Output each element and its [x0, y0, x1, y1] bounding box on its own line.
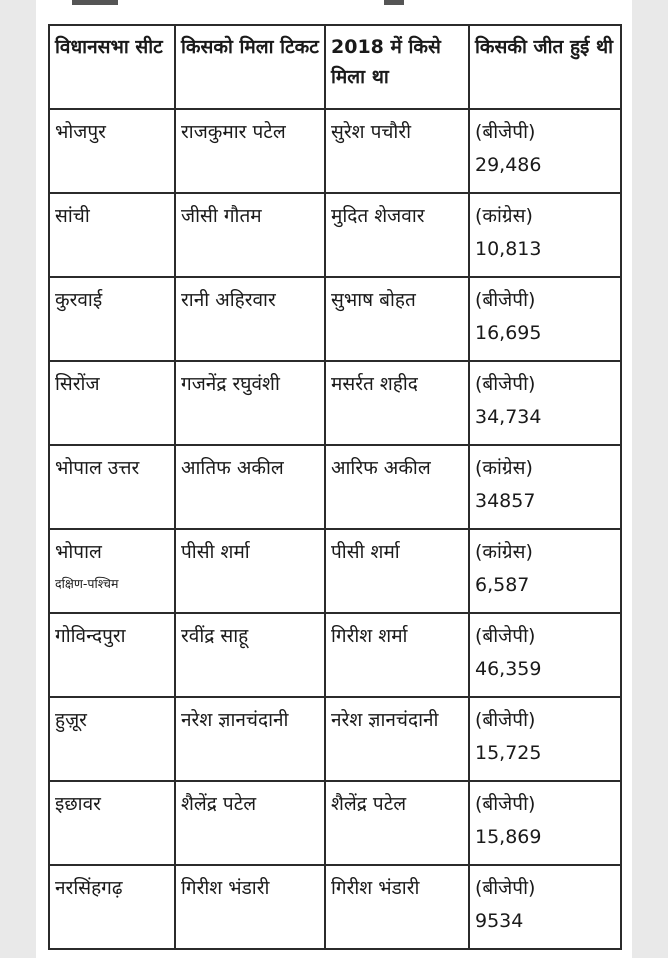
- table-row: [49, 193, 621, 277]
- cell-seat: [49, 445, 175, 529]
- candidate-2018-name: सुरेश पचौरी: [331, 121, 412, 143]
- cell-winner: [469, 613, 621, 697]
- cell-seat: [49, 361, 175, 445]
- candidate-name: जीसी गौतम: [181, 205, 262, 227]
- win-margin: 34857: [475, 490, 536, 512]
- header-winner: किसकी जीत हुई थी: [469, 25, 621, 109]
- cell-seat: [49, 529, 175, 613]
- cell-ticket: [175, 613, 325, 697]
- cell-seat: [49, 697, 175, 781]
- table-row: [49, 697, 621, 781]
- cell-ticket: [175, 865, 325, 949]
- seat-name: नरसिंहगढ़: [55, 877, 123, 899]
- cell-ticket-2018: [325, 613, 469, 697]
- win-margin: 15,725: [475, 742, 542, 764]
- candidate-2018-name: आरिफ अकील: [331, 457, 431, 479]
- win-margin: 16,695: [475, 322, 542, 344]
- candidate-name: शैलेंद्र पटेल: [181, 793, 257, 815]
- winning-party: (बीजेपी): [475, 373, 536, 395]
- winning-party: (बीजेपी): [475, 709, 536, 731]
- cropped-heading-fragment: [384, 0, 404, 5]
- cell-winner: [469, 529, 621, 613]
- seat-name: भोपाल: [55, 541, 102, 563]
- win-margin: 6,587: [475, 574, 530, 596]
- win-margin: 34,734: [475, 406, 542, 428]
- cell-ticket: [175, 445, 325, 529]
- table-row: [49, 109, 621, 193]
- table-row: [49, 277, 621, 361]
- seat-name: सांची: [55, 205, 90, 227]
- table-header-row: [49, 25, 621, 109]
- table-row: [49, 361, 621, 445]
- cell-ticket-2018: [325, 361, 469, 445]
- cell-seat: [49, 781, 175, 865]
- winning-party: (बीजेपी): [475, 625, 536, 647]
- seat-name: भोजपुर: [55, 121, 106, 143]
- cell-seat: [49, 613, 175, 697]
- winning-party: (कांग्रेस): [475, 457, 533, 479]
- seat-name: इछावर: [55, 793, 101, 815]
- cell-ticket-2018: [325, 193, 469, 277]
- cell-seat: [49, 277, 175, 361]
- winning-party: (बीजेपी): [475, 289, 536, 311]
- cell-ticket-2018: [325, 529, 469, 613]
- winning-party: (बीजेपी): [475, 121, 536, 143]
- cell-winner: [469, 781, 621, 865]
- cell-winner: [469, 697, 621, 781]
- header-ticket-2018: 2018 में किसे मिला था: [325, 25, 469, 109]
- seat-name: हुज़ूर: [55, 709, 87, 731]
- candidate-name: नरेश ज्ञानचंदानी: [181, 709, 289, 731]
- cell-winner: [469, 193, 621, 277]
- table-body: [49, 109, 621, 949]
- cell-winner: [469, 865, 621, 949]
- cell-seat: [49, 109, 175, 193]
- cell-ticket: [175, 361, 325, 445]
- seat-name: भोपाल उत्तर: [55, 457, 140, 479]
- candidate-2018-name: सुभाष बोहत: [331, 289, 416, 311]
- candidate-2018-name: गिरीश भंडारी: [331, 877, 420, 899]
- cell-winner: [469, 445, 621, 529]
- candidate-name: पीसी शर्मा: [181, 541, 250, 563]
- cell-ticket: [175, 781, 325, 865]
- cell-ticket-2018: [325, 445, 469, 529]
- seat-subname: दक्षिण-पश्चिम: [55, 576, 119, 591]
- cropped-heading-fragment: [72, 0, 118, 5]
- cell-winner: [469, 361, 621, 445]
- table-row: [49, 613, 621, 697]
- winning-party: (बीजेपी): [475, 793, 536, 815]
- candidate-name: गिरीश भंडारी: [181, 877, 270, 899]
- cell-ticket: [175, 193, 325, 277]
- table-row: [49, 865, 621, 949]
- win-margin: 46,359: [475, 658, 542, 680]
- cell-seat: [49, 193, 175, 277]
- candidate-name: आतिफ अकील: [181, 457, 284, 479]
- win-margin: 10,813: [475, 238, 542, 260]
- cell-ticket-2018: [325, 865, 469, 949]
- seat-name: कुरवाई: [55, 289, 103, 311]
- table-row: [49, 445, 621, 529]
- win-margin: 29,486: [475, 154, 542, 176]
- cell-ticket: [175, 529, 325, 613]
- candidate-2018-name: शैलेंद्र पटेल: [331, 793, 407, 815]
- winning-party: (कांग्रेस): [475, 541, 533, 563]
- cell-winner: [469, 109, 621, 193]
- election-results-table: [48, 24, 622, 950]
- cell-ticket-2018: [325, 277, 469, 361]
- candidate-2018-name: मुदित शेजवार: [331, 205, 425, 227]
- candidate-name: राजकुमार पटेल: [181, 121, 286, 143]
- cell-ticket-2018: [325, 781, 469, 865]
- cell-ticket-2018: [325, 697, 469, 781]
- seat-name: गोविन्दपुरा: [55, 625, 126, 647]
- win-margin: 9534: [475, 910, 524, 932]
- seat-name: सिरोंज: [55, 373, 100, 395]
- candidate-name: गजनेंद्र रघुवंशी: [181, 373, 280, 395]
- win-margin: 15,869: [475, 826, 542, 848]
- cell-ticket: [175, 109, 325, 193]
- cell-ticket-2018: [325, 109, 469, 193]
- candidate-2018-name: गिरीश शर्मा: [331, 625, 408, 647]
- candidate-2018-name: मसर्रत शहीद: [331, 373, 418, 395]
- table-row: [49, 529, 621, 613]
- header-seat: विधानसभा सीट: [49, 25, 175, 109]
- candidate-2018-name: नरेश ज्ञानचंदानी: [331, 709, 439, 731]
- candidate-2018-name: पीसी शर्मा: [331, 541, 400, 563]
- cell-ticket: [175, 697, 325, 781]
- candidate-name: रानी अहिरवार: [181, 289, 276, 311]
- header-ticket: किसको मिला टिकट: [175, 25, 325, 109]
- cell-ticket: [175, 277, 325, 361]
- winning-party: (कांग्रेस): [475, 205, 533, 227]
- candidate-name: रवींद्र साहू: [181, 625, 249, 647]
- cell-winner: [469, 277, 621, 361]
- winning-party: (बीजेपी): [475, 877, 536, 899]
- table-row: [49, 781, 621, 865]
- cell-seat: [49, 865, 175, 949]
